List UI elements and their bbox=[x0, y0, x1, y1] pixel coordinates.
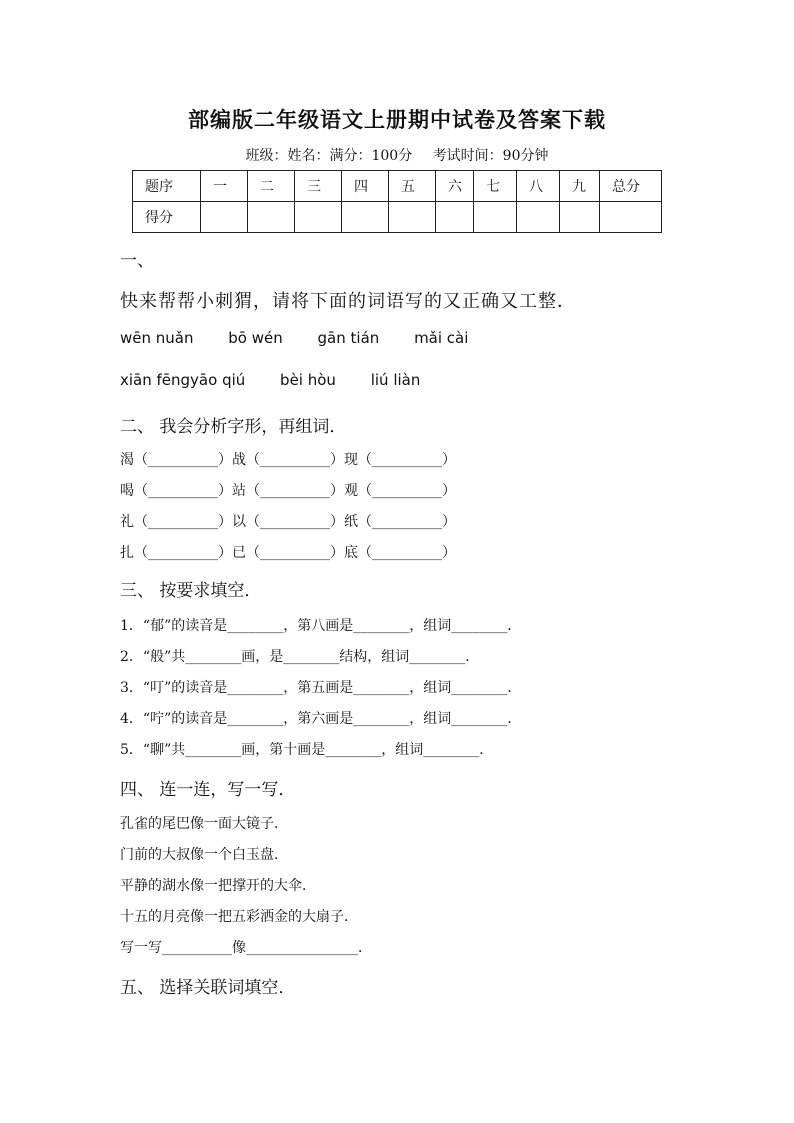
score-input-cell[interactable] bbox=[389, 202, 436, 233]
pinyin-item: liú liàn bbox=[370, 371, 421, 389]
score-input-cell[interactable] bbox=[474, 202, 517, 233]
score-input-cell[interactable] bbox=[560, 202, 600, 233]
score-input-cell[interactable] bbox=[295, 202, 342, 233]
exam-info bbox=[0, 145, 794, 165]
score-input-cell[interactable] bbox=[436, 202, 474, 233]
write-item: 写一写__________像________________． bbox=[120, 940, 372, 956]
fill-item: 5．“聊”共________画，第十画是________，组词________． bbox=[120, 742, 494, 758]
word-row: 喝（__________）站（__________）观（__________） bbox=[120, 483, 456, 499]
table-cell: 四 bbox=[342, 171, 389, 202]
table-cell: 一 bbox=[201, 171, 248, 202]
score-input-cell[interactable] bbox=[342, 202, 389, 233]
table-cell: 二 bbox=[248, 171, 295, 202]
score-input-cell[interactable] bbox=[201, 202, 248, 233]
word-row: 礼（__________）以（__________）纸（__________） bbox=[120, 514, 456, 530]
score-input-cell[interactable] bbox=[248, 202, 295, 233]
pinyin-row-1 bbox=[120, 329, 498, 347]
word-row: 渴（__________）战（__________）现（__________） bbox=[120, 452, 456, 468]
table-cell: 七 bbox=[474, 171, 517, 202]
exam-info-right: 考试时间：90分钟 bbox=[432, 148, 549, 164]
section-5-heading: 五、 选择关联词填空． bbox=[120, 978, 296, 998]
word-row: 扎（__________）已（__________）底（__________） bbox=[120, 545, 456, 561]
table-cell: 八 bbox=[517, 171, 560, 202]
score-table-header-row bbox=[133, 171, 662, 202]
match-item: 门前的大叔像一个白玉盘． bbox=[120, 847, 288, 863]
score-input-cell[interactable] bbox=[600, 202, 662, 233]
table-cell: 五 bbox=[389, 171, 436, 202]
pinyin-item: xiān fēngyāo qiú bbox=[120, 371, 246, 389]
table-cell: 九 bbox=[560, 171, 600, 202]
fill-item: 3．“叮”的读音是________，第五画是________，组词________． bbox=[120, 680, 522, 696]
match-item: 十五的月亮像一把五彩洒金的大扇子． bbox=[120, 909, 358, 925]
pinyin-item: gān tián bbox=[317, 329, 380, 347]
exam-info-left: 班级：姓名：满分：100分 bbox=[245, 148, 413, 164]
table-cell: 三 bbox=[295, 171, 342, 202]
score-table bbox=[132, 170, 662, 233]
table-cell: 题序 bbox=[133, 171, 201, 202]
section-4-heading: 四、 连一连，写一写． bbox=[120, 780, 296, 800]
section-1-heading: 一、 bbox=[120, 251, 154, 271]
section-1-instruction: 快来帮帮小刺猬，请将下面的词语写的又正确又工整． bbox=[120, 291, 576, 312]
fill-item: 2．“般”共________画，是________结构，组词________． bbox=[120, 649, 480, 665]
pinyin-item: mǎi cài bbox=[414, 329, 469, 347]
score-table-score-row bbox=[133, 202, 662, 233]
page-title: 部编版二年级语文上册期中试卷及答案下载 bbox=[188, 107, 606, 132]
section-3-heading: 三、 按要求填空． bbox=[120, 581, 262, 601]
pinyin-item: bō wén bbox=[228, 329, 283, 347]
fill-item: 4．“咛”的读音是________，第六画是________，组词________． bbox=[120, 711, 522, 727]
match-item: 平静的湖水像一把撑开的大伞． bbox=[120, 878, 316, 894]
score-input-cell[interactable] bbox=[517, 202, 560, 233]
pinyin-item: wēn nuǎn bbox=[120, 329, 194, 347]
fill-item: 1．“郁”的读音是________，第八画是________，组词________． bbox=[120, 618, 522, 634]
pinyin-row-2 bbox=[120, 371, 450, 389]
match-item: 孔雀的尾巴像一面大镜子． bbox=[120, 816, 288, 832]
table-cell: 得分 bbox=[133, 202, 201, 233]
table-cell: 总分 bbox=[600, 171, 662, 202]
section-2-heading: 二、 我会分析字形，再组词． bbox=[120, 417, 347, 437]
table-cell: 六 bbox=[436, 171, 474, 202]
pinyin-item: bèi hòu bbox=[280, 371, 336, 389]
